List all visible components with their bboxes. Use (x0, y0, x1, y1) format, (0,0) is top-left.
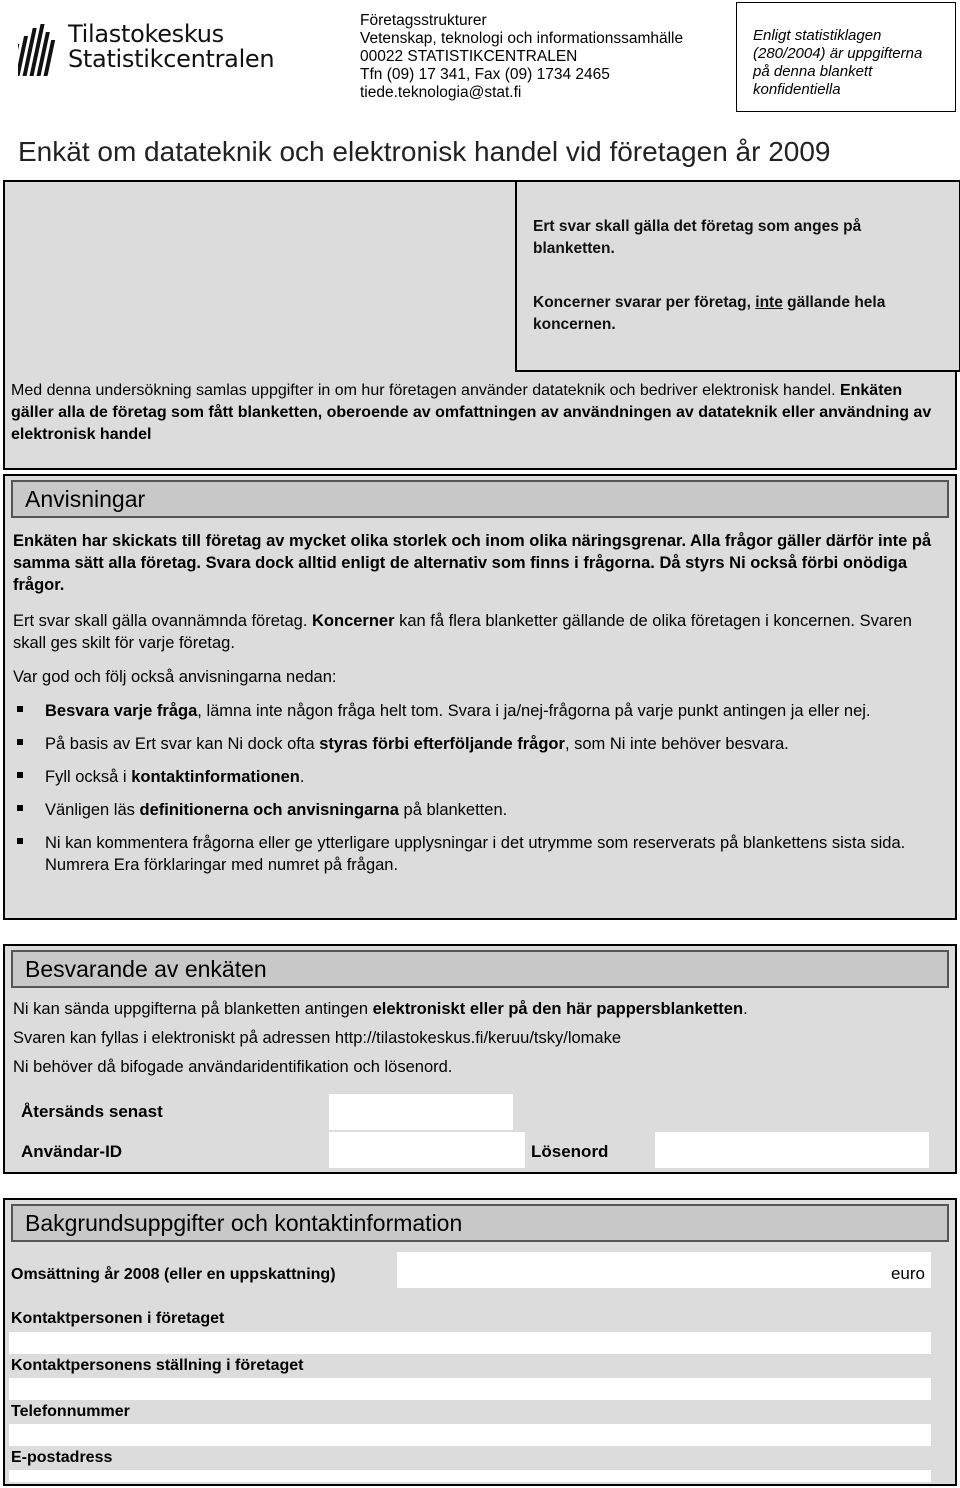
list-item: Vänligen läs definitionerna och anvisningarna på blanketten. (13, 799, 943, 821)
instructions-paragraph-2: Ert svar skall gälla ovannämnda företag. Koncerner kan få flera blanketter gällande de olika företagen i koncernen. Svaren skall ges skilt för varje företag. (13, 612, 912, 652)
currency-unit: euro (890, 1264, 925, 1283)
confidential-line: (280/2004) är uppgifterna (753, 45, 923, 62)
turnover-label: Omsättning år 2008 (eller en uppskattning) (11, 1266, 336, 1283)
user-label-cell (7, 1132, 327, 1170)
organisation-info (360, 12, 683, 102)
intro-text-bold: Enkäten gäller alla de företag som fått blanketten, oberoende av omfattningen av användningen av datateknik eller användning av elektronisk handel (11, 382, 932, 443)
respondent-note-box (515, 180, 960, 372)
page-title: Enkät om datateknik och elektronisk handel vid företagen år 2009 (18, 136, 831, 167)
note-line: Ert svar skall gälla det företag som anges på (533, 218, 862, 235)
phone-field[interactable] (9, 1424, 931, 1446)
phone-label: Telefonnummer (11, 1403, 130, 1420)
org-line: Tfn (09) 17 341, Fax (09) 1734 2465 (360, 66, 610, 83)
contact-position-field[interactable] (9, 1378, 931, 1400)
return-label-cell (7, 1092, 327, 1130)
contact-position-label: Kontaktpersonens ställning i företaget (11, 1357, 304, 1374)
answer-fields-grid (5, 1092, 955, 1172)
return-date-label: Återsänds senast (21, 1102, 163, 1121)
instructions-paragraph-3: Var god och följ också anvisningarna nedan: (13, 668, 337, 686)
background-info-section (3, 1198, 957, 1486)
instructions-heading: Anvisningar (11, 480, 949, 518)
user-id-label: Användar-ID (21, 1142, 123, 1161)
email-label: E-postadress (11, 1449, 113, 1466)
user-id-field[interactable] (329, 1132, 525, 1168)
turnover-field[interactable] (397, 1252, 931, 1288)
org-email: tiede.teknologia@stat.fi (360, 84, 522, 101)
instructions-list (13, 700, 943, 887)
intro-paragraph (11, 380, 941, 446)
list-item: Besvara varje fråga, lämna inte någon fråga helt tom. Svara i ja/nej-frågorna på varje punkt antingen ja eller nej. (13, 700, 943, 722)
password-label: Lösenord (531, 1142, 609, 1161)
answering-heading: Besvarande av enkäten (11, 950, 949, 988)
confidential-line: konfidentiella (753, 81, 841, 98)
bullet-square-icon (17, 706, 23, 712)
list-item: Ni kan kommentera frågorna eller ge ytterligare upplysningar i det utrymme som reserverats på blankettens sista sida. Numrera Era förklaringar med numret på frågan. (13, 832, 943, 876)
bullet-square-icon (17, 805, 23, 811)
intro-text-normal: Med denna undersökning samlas uppgifter in om hur företagen använder datateknik och bedriver elektronisk handel. (11, 382, 840, 399)
statistics-finland-logo (18, 22, 273, 82)
confidentiality-notice (736, 2, 956, 112)
org-line: 00022 STATISTIKCENTRALEN (360, 48, 578, 65)
return-date-field[interactable] (329, 1094, 513, 1130)
list-item: På basis av Ert svar kan Ni dock ofta styras förbi efterföljande frågor, som Ni inte behöver besvara. (13, 733, 943, 755)
bullet-square-icon (17, 772, 23, 778)
answering-section (3, 944, 957, 1174)
logo-line-1: Tilastokeskus (68, 20, 224, 48)
instructions-section (3, 474, 957, 920)
bullet-square-icon (17, 739, 23, 745)
logo-line-2: Statistikcentralen (68, 45, 275, 73)
list-item: Fyll också i kontaktinformationen. (13, 766, 943, 788)
org-line: Företagsstrukturer (360, 12, 487, 29)
note-line: koncernen. (533, 316, 616, 333)
org-line: Vetenskap, teknologi och informationssamhälle (360, 30, 684, 47)
confidential-line: Enligt statistiklagen (753, 27, 882, 44)
answering-line-2: Svaren kan fyllas i elektroniskt på adressen http://tilastokeskus.fi/keruu/tsky/lomake (13, 1029, 622, 1047)
password-field[interactable] (655, 1132, 929, 1168)
note-line: blanketten. (533, 240, 615, 257)
background-info-heading: Bakgrundsuppgifter och kontaktinformation (11, 1204, 949, 1242)
instructions-bold-paragraph: Enkäten har skickats till företag av mycket olika storlek och inom olika näringsgrenar. Alla frågor gäller därför inte på samma sätt alla företag. Svara dock alltid enligt de alternativ som finns i frågorna. Då styrs Ni också förbi onödiga frågor. (13, 532, 932, 594)
answering-line-3: Ni behöver då bifogade användaridentifikation och lösenord. (13, 1058, 453, 1076)
password-label-cell (527, 1132, 653, 1170)
intro-section (3, 180, 957, 470)
note-line: Koncerner svarar per företag, inte gällande hela (533, 294, 886, 311)
confidential-line: på denna blankett (753, 63, 873, 80)
logo-bars-icon (18, 22, 64, 82)
contact-person-label: Kontaktpersonen i företaget (11, 1310, 225, 1327)
email-field[interactable] (9, 1470, 931, 1482)
bullet-square-icon (17, 838, 23, 844)
contact-person-field[interactable] (9, 1332, 931, 1354)
answering-line-1: Ni kan sända uppgifterna på blanketten antingen elektroniskt eller på den här pappersblanketten. (13, 1000, 748, 1018)
